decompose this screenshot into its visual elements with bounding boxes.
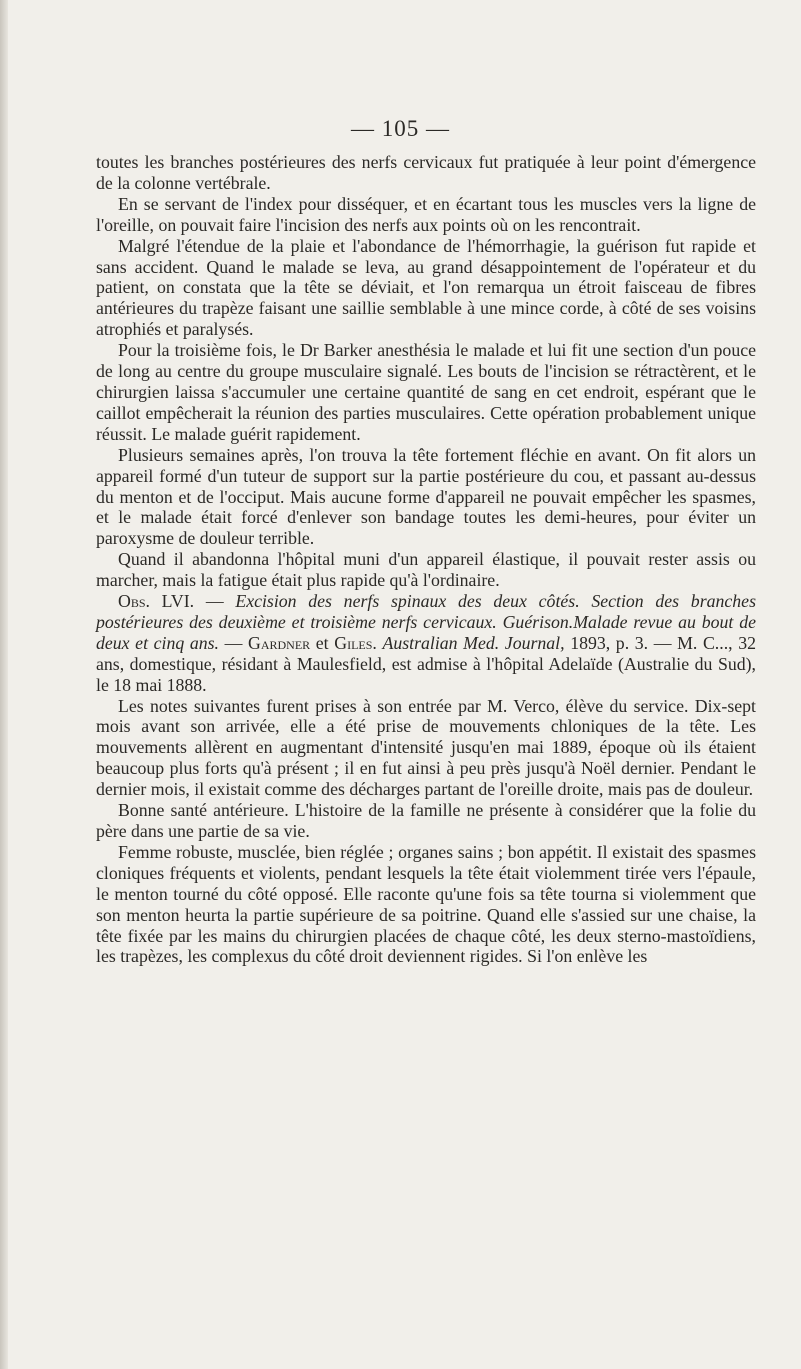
paragraph: Plusieurs semaines après, l'on trouva la tête fortement fléchie en avant. On fit alors un appareil formé d'un tuteur de support sur la partie postérieure du cou, et passant au-dessus du menton et de l'occiput. Mais aucune forme d'appareil ne pouvait empêcher les spasmes, et le malade était forcé d'enlever son bandage toutes les demi-heures, pour éviter un paroxysme de douleur terrible. <box>96 444 756 549</box>
observation-heading <box>96 591 756 696</box>
paragraph: Femme robuste, musclée, bien réglée ; organes sains ; bon appétit. Il existait des spasmes cloniques fréquents et violents, pendant lesquels la tête était violemment tirée vers l'épaule, le menton tourné du côté opposé. Elle raconte qu'une fois sa tête tourna si violemment que son menton heurta la partie supérieure de sa poitrine. Quand elle s'assied sur une chaise, la tête fixée par les mains du chirurgien placées de chaque côté, les deux sterno-mastoïdiens, les trapèzes, les complexus du côté droit deviennent rigides. Si l'on enlève les <box>96 841 756 967</box>
observation-details: 1893, p. 3. — M. C..., 32 ans, domestique, résidant à Maulesfield, est admise à l'hôpital Adelaïde (Australie du Sud), le 18 mai 1888. <box>96 632 756 695</box>
author-name: Giles. <box>334 632 377 653</box>
paragraph: Malgré l'étendue de la plaie et l'abondance de l'hémorrhagie, la guérison fut rapide et sans accident. Quand le malade se leva, au grand désappointement de l'opérateur et du patient, on constata que la tête se déviait, et l'on remarqua un étroit faisceau de fibres antérieures du trapèze faisant une saillie semblable à une mince corde, à côté de ses voisins atrophiés et paralysés. <box>96 235 756 340</box>
paragraph: Les notes suivantes furent prises à son entrée par M. Verco, élève du service. Dix-sept mois avant son arrivée, elle a été prise de mouvements chloniques de la tête. Les mouvements allèrent en augmentant d'intensité jusqu'en mai 1889, époque où ils étaient beaucoup plus forts qu'à présent ; il en fut ainsi à peu près jusqu'à Noël dernier. Pendant le dernier mois, il existait comme des décharges partant de l'oreille droite, mais pas de douleur. <box>96 695 756 800</box>
paragraph: En se servant de l'index pour disséquer, et en écartant tous les muscles vers la ligne de l'oreille, on pouvait faire l'incision des nerfs aux points où on les rencontrait. <box>96 193 756 235</box>
separator: — <box>224 632 243 653</box>
paragraph: Quand il abandonna l'hôpital muni d'un appareil élastique, il pouvait rester assis ou marcher, mais la fatigue était plus rapide qu'à l'ordinaire. <box>96 549 756 591</box>
observation-label: Obs. LVI. — <box>118 591 224 612</box>
journal-title: Australian Med. Journal, <box>382 632 565 653</box>
author-name: Gardner <box>247 632 311 653</box>
paragraph: Bonne santé antérieure. L'histoire de la famille ne présente à considérer que la folie du père dans une partie de sa vie. <box>96 800 756 841</box>
page-number-header: — 105 — <box>351 116 450 141</box>
paragraph: Pour la troisième fois, le Dr Barker anesthésia le malade et lui fit une section d'un pouce de long au centre du groupe musculaire signalé. Les bouts de l'incision se rétractèrent, et le chirurgien laissa s'accumuler une certaine quantité de sang en cet endroit, espérant que le caillot empêcherait la réunion des parties musculaires. Cette opération probablement unique réussit. Le malade guérit rapidement. <box>96 340 756 444</box>
observation-title: Excision des nerfs spinaux des deux côtés. Section des branches postérieures des deuxième et troisième nerfs cervicaux. Guérison.Malade revue au bout de deux et cinq ans. <box>96 591 756 653</box>
conjunction: et <box>315 632 329 653</box>
page-edge <box>0 0 8 1369</box>
paragraph: toutes les branches postérieures des nerfs cervicaux fut pratiquée à leur point d'émergence de la colonne vertébrale. <box>96 152 756 193</box>
page-body <box>96 152 756 967</box>
